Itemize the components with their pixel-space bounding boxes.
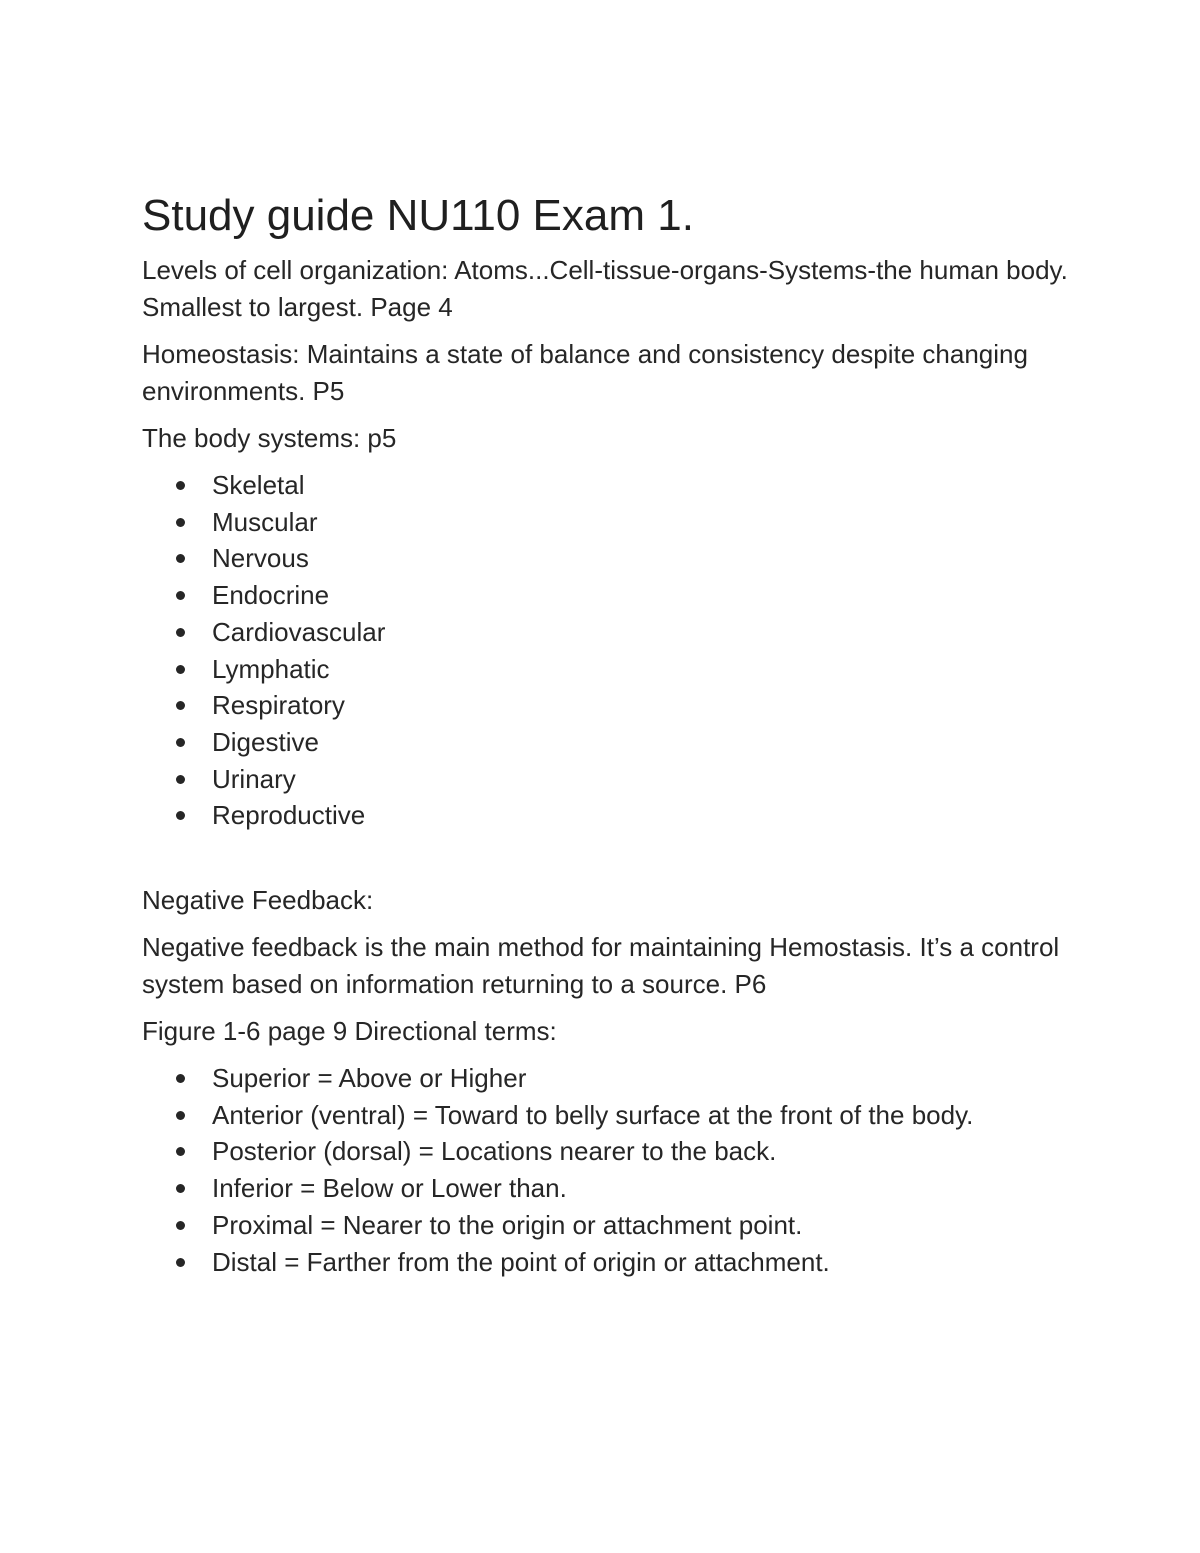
directional-term-item-text: Proximal = Nearer to the origin or attachment point. xyxy=(212,1209,803,1240)
directional-term-item xyxy=(212,1097,1082,1134)
body-system-item-text: Muscular xyxy=(212,506,318,537)
body-system-item xyxy=(212,651,1082,688)
body-system-item-text: Endocrine xyxy=(212,580,330,611)
negative-feedback-paragraph: Negative feedback is the main method for maintaining Hemostasis. It’s a control system based on information returning to a source. P6 xyxy=(142,932,1060,1000)
body-system-item xyxy=(212,724,1082,761)
directional-term-item xyxy=(212,1207,1082,1244)
body-system-item xyxy=(212,797,1082,834)
bullet-icon xyxy=(176,1147,185,1156)
body-system-item xyxy=(212,467,1082,504)
directional-term-item-text: Anterior (ventral) = Toward to belly surface at the front of the body. xyxy=(212,1099,974,1130)
body-systems-list xyxy=(142,467,1082,834)
document-page xyxy=(142,188,1082,1280)
bullet-icon xyxy=(176,1258,185,1267)
body-system-item-text: Respiratory xyxy=(212,690,345,721)
bullet-icon xyxy=(176,1111,185,1120)
body-system-item-text: Digestive xyxy=(212,726,319,757)
body-system-item xyxy=(212,504,1082,541)
body-system-item xyxy=(212,577,1082,614)
directional-terms-heading: Figure 1-6 page 9 Directional terms: xyxy=(142,1016,557,1047)
directional-term-item-text: Distal = Farther from the point of origin or attachment. xyxy=(212,1246,830,1277)
negative-feedback-heading: Negative Feedback: xyxy=(142,885,374,916)
homeostasis-paragraph: Homeostasis: Maintains a state of balance and consistency despite changing environments. P5 xyxy=(142,339,1028,406)
body-system-item xyxy=(212,761,1082,798)
body-system-item-text: Cardiovascular xyxy=(212,616,386,647)
body-system-item-text: Nervous xyxy=(212,543,309,574)
bullet-icon xyxy=(176,591,185,600)
directional-term-item-text: Inferior = Below or Lower than. xyxy=(212,1173,567,1204)
body-system-item xyxy=(212,687,1082,724)
document-title: Study guide NU110 Exam 1. xyxy=(142,191,694,240)
spacer xyxy=(142,834,1082,882)
directional-term-item-text: Posterior (dorsal) = Locations nearer to the back. xyxy=(212,1136,777,1167)
bullet-icon xyxy=(176,628,185,637)
bullet-icon xyxy=(176,1074,185,1083)
bullet-icon xyxy=(176,701,185,710)
body-system-item xyxy=(212,614,1082,651)
bullet-icon xyxy=(176,738,185,747)
bullet-icon xyxy=(176,481,185,490)
bullet-icon xyxy=(176,1184,185,1193)
body-system-item-text: Reproductive xyxy=(212,800,366,831)
body-system-item-text: Lymphatic xyxy=(212,653,330,684)
directional-term-item xyxy=(212,1244,1082,1281)
directional-terms-list xyxy=(142,1060,1082,1280)
levels-paragraph: Levels of cell organization: Atoms...Cell-tissue-organs-Systems-the human body. Smallest to largest. Page 4 xyxy=(142,255,1068,322)
directional-term-item xyxy=(212,1133,1082,1170)
bullet-icon xyxy=(176,554,185,563)
directional-term-item xyxy=(212,1170,1082,1207)
bullet-icon xyxy=(176,811,185,820)
directional-term-item-text: Superior = Above or Higher xyxy=(212,1063,527,1094)
directional-term-item xyxy=(212,1060,1082,1097)
bullet-icon xyxy=(176,1221,185,1230)
bullet-icon xyxy=(176,518,185,527)
body-system-item-text: Urinary xyxy=(212,763,296,794)
bullet-icon xyxy=(176,665,185,674)
body-systems-heading: The body systems: p5 xyxy=(142,423,397,453)
bullet-icon xyxy=(176,775,185,784)
body-system-item-text: Skeletal xyxy=(212,470,305,500)
body-system-item xyxy=(212,540,1082,577)
